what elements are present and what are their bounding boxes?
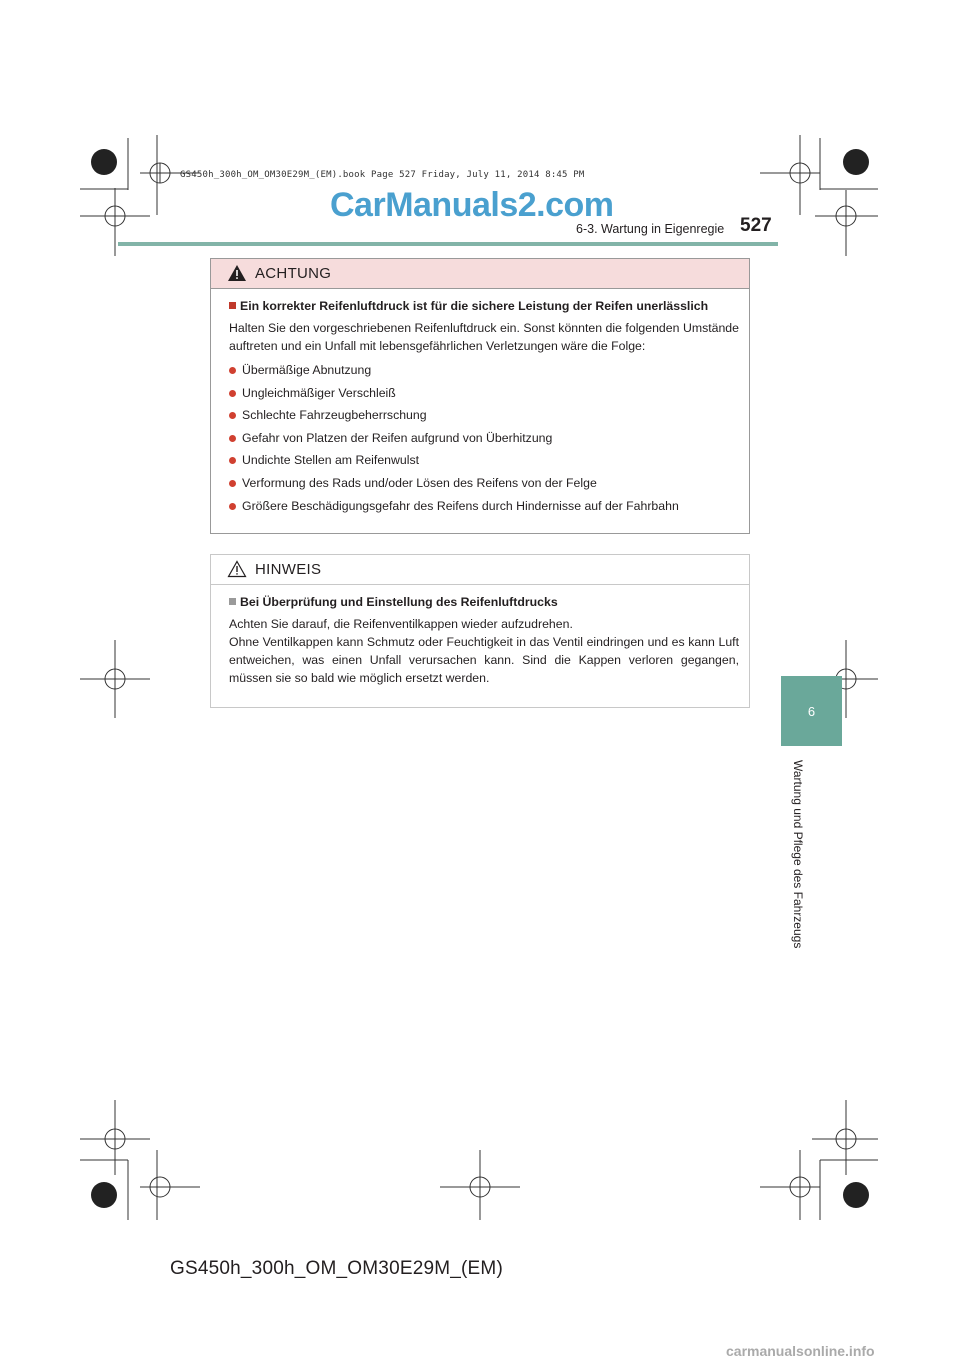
warning-heading-text: Ein korrekter Reifenluftdruck ist für die sichere Leistung der Reifen unerlässlich	[240, 299, 709, 313]
chapter-number: 6	[807, 704, 816, 719]
warning-box-body	[211, 289, 749, 517]
note-line-1: Achten Sie darauf, die Reifenventilkappen wieder aufzudrehen.	[229, 617, 573, 631]
list-item: Größere Beschädigungsgefahr des Reifens durch Hindernisse auf der Fahrbahn	[229, 495, 739, 518]
list-item: Undichte Stellen am Reifenwulst	[229, 449, 739, 472]
bullet-icon	[229, 457, 236, 464]
watermark-bottom[interactable]: carmanualsonline.info	[726, 1343, 875, 1359]
note-heading-text: Bei Überprüfung und Einstellung des Reifenluftdrucks	[240, 595, 558, 609]
square-bullet-icon	[229, 302, 236, 309]
note-heading	[229, 593, 739, 611]
warning-heading	[229, 297, 739, 315]
list-item: Übermäßige Abnutzung	[229, 359, 739, 382]
warning-intro: Halten Sie den vorgeschriebenen Reifenluftdruck ein. Sonst könnten die folgenden Umstände auftreten und ein Unfall mit lebensgefährlichen Verletzungen wäre die Folge:	[229, 321, 739, 353]
bullet-icon	[229, 390, 236, 397]
warning-list	[229, 359, 739, 517]
warning-triangle-icon	[227, 264, 247, 286]
list-item: Ungleichmäßiger Verschleiß	[229, 382, 739, 405]
caution-triangle-outline-icon	[227, 560, 247, 582]
list-item: Schlechte Fahrzeugbeherrschung	[229, 404, 739, 427]
note-label: HINWEIS	[255, 561, 322, 578]
section-header: 6-3. Wartung in Eigenregie	[576, 222, 725, 236]
list-item: Verformung des Rads und/oder Lösen des Reifens von der Felge	[229, 472, 739, 495]
warning-box	[210, 258, 750, 534]
note-box-header	[211, 555, 749, 585]
note-box	[210, 554, 750, 708]
list-item: Gefahr von Platzen der Reifen aufgrund von Überhitzung	[229, 427, 739, 450]
chapter-title: Wartung und Pflege des Fahrzeugs	[791, 760, 805, 949]
chapter-tab[interactable]	[781, 676, 842, 746]
bullet-icon	[229, 435, 236, 442]
note-line-2: Ohne Ventilkappen kann Schmutz oder Feuchtigkeit in das Ventil eindringen und es kann Luft entweichen, was einen Unfall verursachen kann. Sind die Kappen verloren gegangen, müssen sie so bald wie möglich ersetzt werden.	[229, 635, 739, 685]
bullet-icon	[229, 367, 236, 374]
footer-doc-code: GS450h_300h_OM_OM30E29M_(EM)	[170, 1258, 503, 1279]
page-number: 527	[740, 215, 772, 236]
note-box-body	[211, 585, 749, 687]
header-rule	[118, 242, 778, 246]
warning-label: ACHTUNG	[255, 265, 332, 282]
bullet-icon	[229, 412, 236, 419]
square-bullet-icon	[229, 598, 236, 605]
print-slug: GS450h_300h_OM_OM30E29M_(EM).book Page 527 Friday, July 11, 2014 8:45 PM	[180, 170, 585, 180]
watermark-top[interactable]: CarManuals2.com	[330, 186, 614, 224]
bullet-icon	[229, 480, 236, 487]
warning-box-header	[211, 259, 749, 289]
bullet-icon	[229, 503, 236, 510]
